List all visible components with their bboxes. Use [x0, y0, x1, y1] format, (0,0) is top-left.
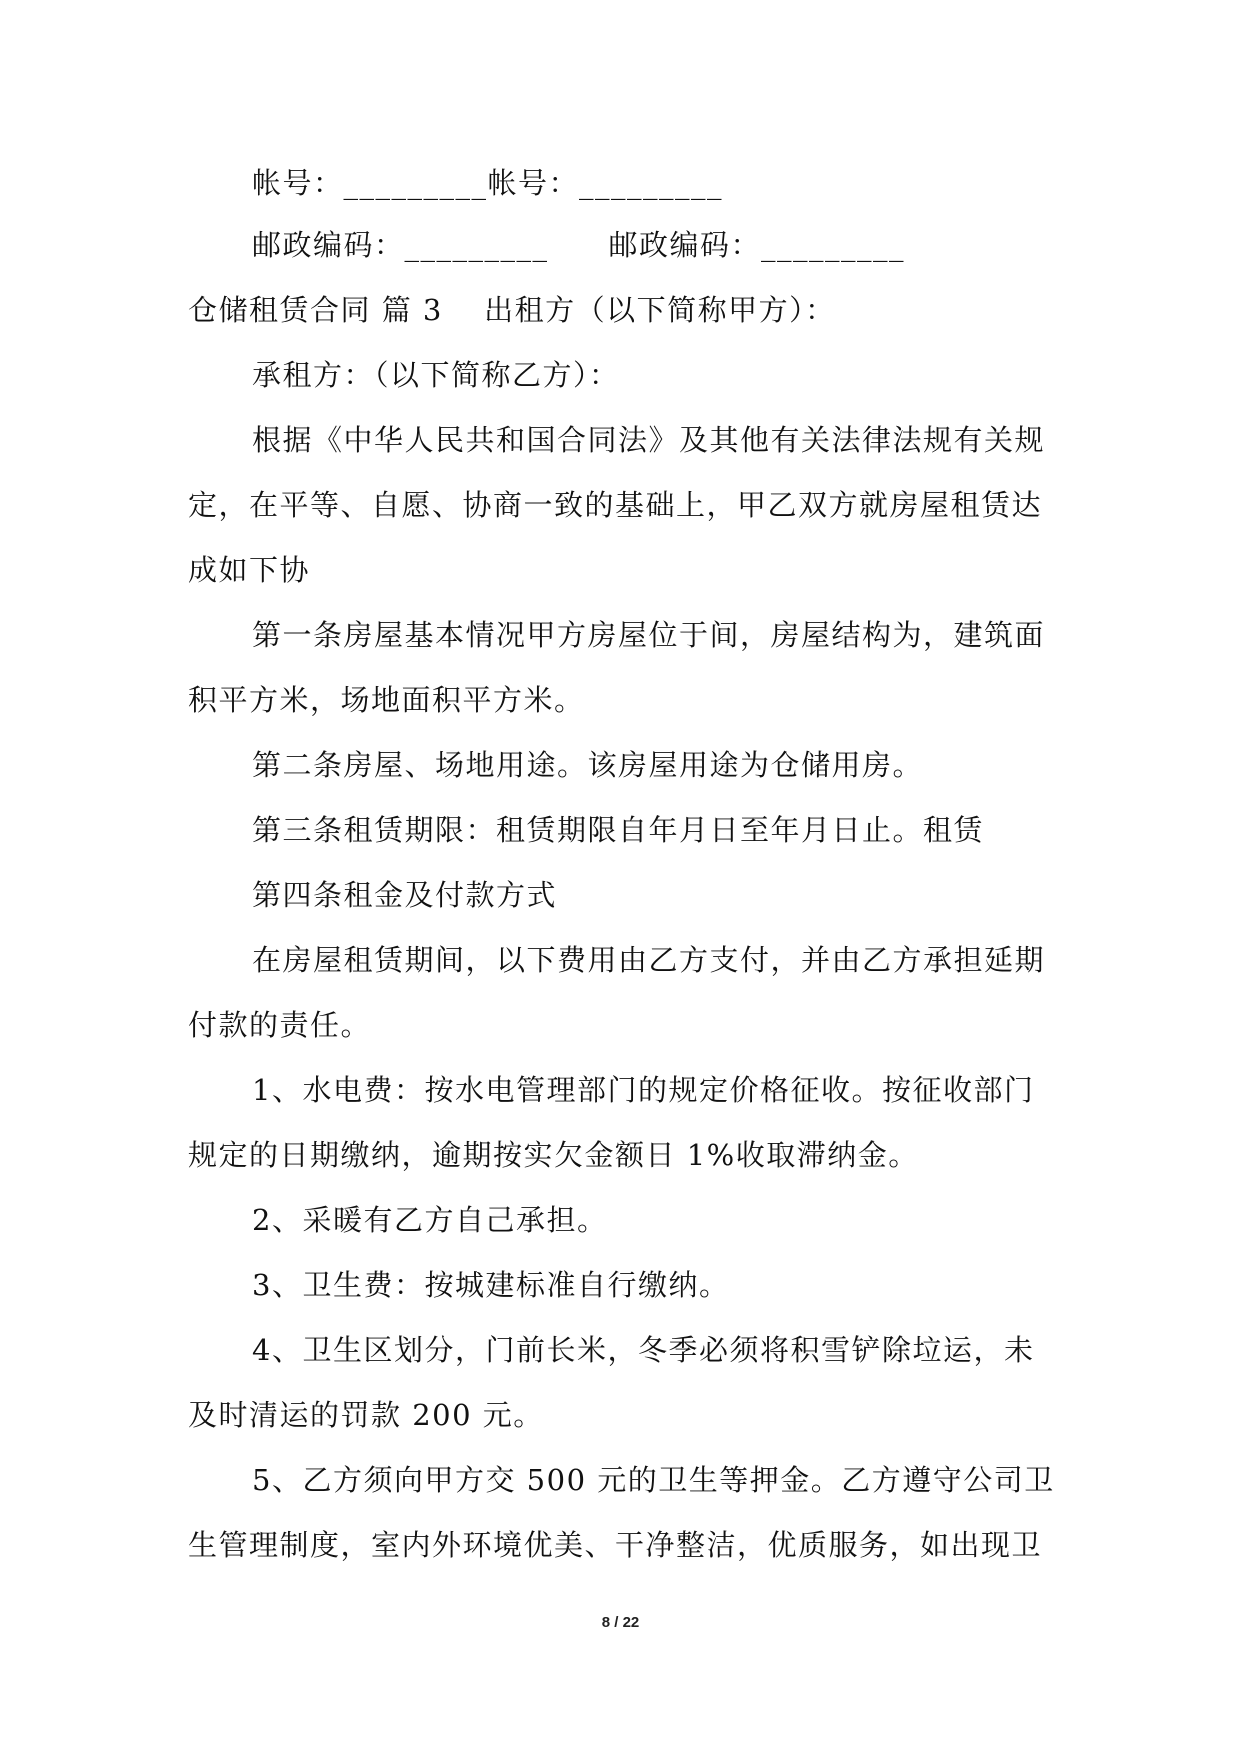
- article-2-line: 第二条房屋、场地用途。该房屋用途为仓储用房。: [252, 748, 924, 782]
- account-line: [252, 163, 723, 203]
- item-5-line-2: 生管理制度，室内外环境优美、干净整洁，优质服务，如出现卫: [188, 1528, 1043, 1562]
- item-3-line: 3、卫生费：按城建标准自行缴纳。: [252, 1268, 730, 1302]
- page-number: 8 / 22: [601, 1614, 640, 1631]
- article-1-line-1: 第一条房屋基本情况甲方房屋位于间，房屋结构为，建筑面: [252, 618, 1046, 652]
- article-1-line-2: 积平方米，场地面积平方米。: [188, 683, 585, 717]
- item-2-line: 2、采暖有乙方自己承担。: [252, 1203, 608, 1237]
- postal-label-1: 邮政编码：_________: [252, 228, 549, 262]
- account-label-1: 帐号：_________: [252, 166, 488, 200]
- item-1-line-2: 规定的日期缴纳，逾期按实欠金额日 1%收取滞纳金。: [188, 1138, 919, 1172]
- fees-line-2: 付款的责任。: [188, 1008, 372, 1042]
- postal-line: [252, 225, 905, 265]
- contract-heading: 仓储租赁合同 篇 3 出租方（以下简称甲方）：: [188, 293, 836, 327]
- account-label-2: 帐号：_________: [487, 166, 724, 200]
- lessee-line: 承租方：（以下简称乙方）：: [252, 358, 620, 392]
- intro-line-2: 定，在平等、自愿、协商一致的基础上，甲乙双方就房屋租赁达: [188, 488, 1043, 522]
- article-3-line: 第三条租赁期限：租赁期限自年月日至年月日止。租赁: [252, 813, 985, 847]
- article-4-line: 第四条租金及付款方式: [252, 878, 558, 912]
- item-4-line-1: 4、卫生区划分，门前长米，冬季必须将积雪铲除垃运，未: [252, 1333, 1035, 1367]
- item-4-line-2: 及时清运的罚款 200 元。: [188, 1398, 544, 1432]
- item-1-line-1: 1、水电费：按水电管理部门的规定价格征收。按征收部门: [252, 1073, 1035, 1107]
- postal-label-2: 邮政编码：_________: [608, 228, 906, 262]
- intro-line-1: 根据《中华人民共和国合同法》及其他有关法律法规有关规: [252, 423, 1046, 457]
- item-5-line-1: 5、乙方须向甲方交 500 元的卫生等押金。乙方遵守公司卫: [252, 1463, 1055, 1497]
- fees-line-1: 在房屋租赁期间，以下费用由乙方支付，并由乙方承担延期: [252, 943, 1046, 977]
- intro-line-3: 成如下协: [188, 553, 311, 587]
